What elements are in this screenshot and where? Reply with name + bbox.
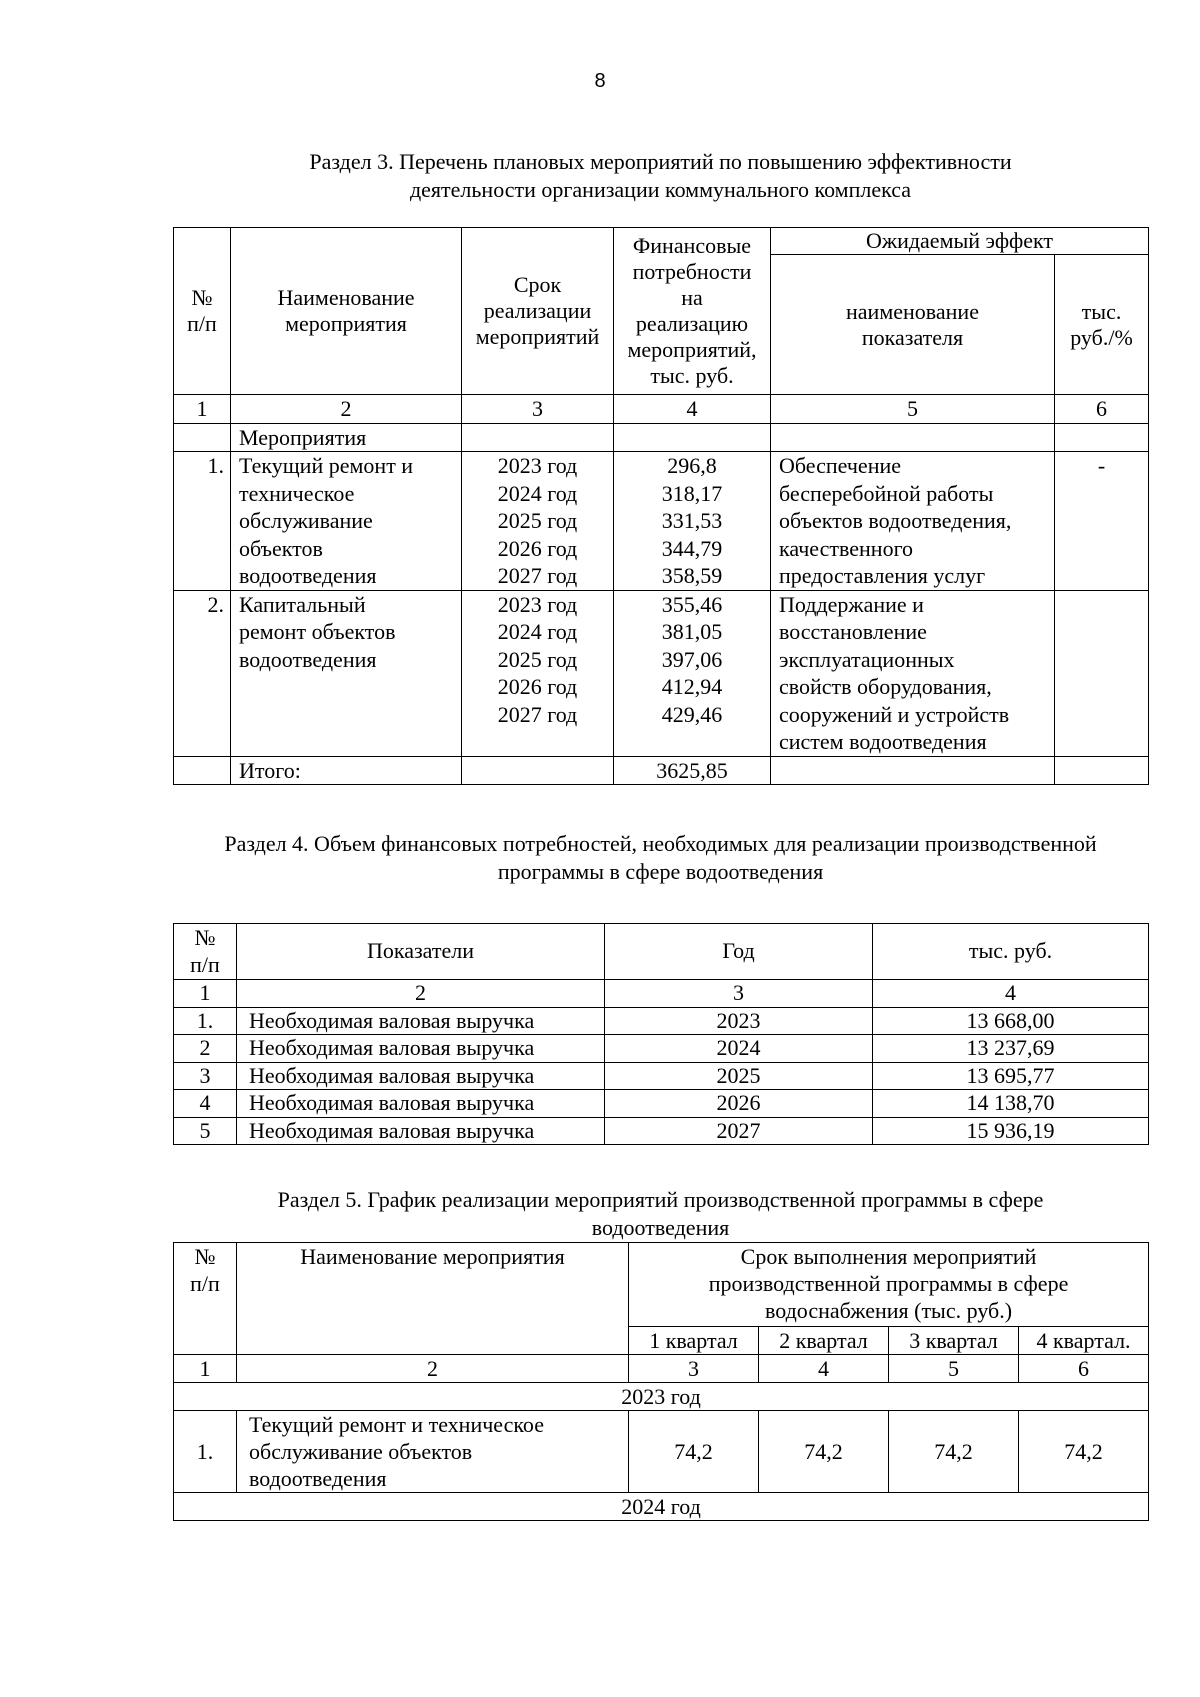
table-row: 1. Текущий ремонт и техническое обслуживание объектов водоотведения 74,2 74,2 74,2 74,2 bbox=[174, 1411, 1149, 1493]
activity-years: 2023 год 2024 год 2025 год 2026 год 2027 год bbox=[462, 590, 614, 756]
header-indicators: Показатели bbox=[237, 924, 605, 980]
table-row: 4 Необходимая валовая выручка 2026 14 138,70 bbox=[174, 1090, 1149, 1118]
header-finance: Финансовые потребности на реализацию мероприятий, тыс. руб. bbox=[614, 228, 771, 395]
header-quarter-3: 3 квартал bbox=[889, 1327, 1019, 1355]
header-num: № п/п bbox=[174, 228, 231, 395]
column-number-row: 1 2 3 4 bbox=[174, 980, 1149, 1008]
header-name: Наименование мероприятия bbox=[231, 228, 462, 395]
section4-title-line: программы в сфере водоотведения bbox=[497, 859, 824, 884]
table-row: 5 Необходимая валовая выручка 2027 15 936,19 bbox=[174, 1117, 1149, 1145]
table-row: 3 Необходимая валовая выручка 2025 13 695,77 bbox=[174, 1062, 1149, 1090]
total-row bbox=[174, 756, 1149, 785]
column-number-row: 1 2 3 4 5 6 bbox=[174, 395, 1149, 424]
section3-title-line: Раздел 3. Перечень плановых мероприятий по повышению эффективности bbox=[309, 149, 1012, 174]
activity-name: Текущий ремонт и техническое обслуживание объектов водоотведения bbox=[231, 452, 462, 591]
section3-table bbox=[173, 227, 1149, 785]
table-row: 1. Необходимая валовая выручка 2023 13 668,00 bbox=[174, 1007, 1149, 1035]
header-indicator: наименование показателя bbox=[771, 255, 1055, 395]
total-value: 3625,85 bbox=[614, 756, 771, 785]
header-num: № п/п bbox=[174, 924, 237, 980]
header-quarter-2: 2 квартал bbox=[759, 1327, 889, 1355]
activity-value bbox=[1055, 590, 1149, 756]
section3-title bbox=[173, 148, 1148, 204]
group-row bbox=[174, 423, 1149, 452]
column-number-row: 1 2 3 4 5 6 bbox=[174, 1355, 1149, 1383]
header-year: Год bbox=[605, 924, 873, 980]
year-row bbox=[174, 1383, 1149, 1411]
header-term: Срок реализации мероприятий bbox=[462, 228, 614, 395]
activity-value: - bbox=[1055, 452, 1149, 591]
table-row: 2 Необходимая валовая выручка 2024 13 237,69 bbox=[174, 1035, 1149, 1063]
section5-title bbox=[173, 1186, 1148, 1242]
activity-name: Текущий ремонт и техническое обслуживание объектов водоотведения bbox=[237, 1411, 629, 1493]
activity-amounts: 355,46 381,05 397,06 412,94 429,46 bbox=[614, 590, 771, 756]
activity-amounts: 296,8 318,17 331,53 344,79 358,59 bbox=[614, 452, 771, 591]
activity-effect: Обеспечение бесперебойной работы объектов водоотведения, качественного предоставления услуг bbox=[771, 452, 1055, 591]
header-effect: Ожидаемый эффект bbox=[771, 228, 1149, 255]
section4-title bbox=[163, 830, 1158, 886]
section5-table bbox=[173, 1242, 1149, 1521]
header-value: тыс. руб./% bbox=[1055, 255, 1149, 395]
year-label: 2023 год bbox=[174, 1383, 1149, 1411]
header-quarter-1: 1 квартал bbox=[629, 1327, 759, 1355]
group-label: Мероприятия bbox=[231, 423, 462, 452]
activity-years: 2023 год 2024 год 2025 год 2026 год 2027 год bbox=[462, 452, 614, 591]
activity-name: Капитальный ремонт объектов водоотведения bbox=[231, 590, 462, 756]
total-label: Итого: bbox=[231, 756, 462, 785]
header-term: Срок выполнения мероприятий производственной программы в сфере водоснабжения (тыс. руб.) bbox=[629, 1243, 1149, 1327]
section5-title-line: водоотведения bbox=[591, 1215, 730, 1240]
year-row bbox=[174, 1493, 1149, 1521]
header-quarter-4: 4 квартал. bbox=[1019, 1327, 1149, 1355]
table-row: 1. Текущий ремонт и техническое обслуживание объектов водоотведения 2023 год 2024 год 2025 год 2026 год 2027 год 296,8 318,17 331,53 344,79 358,59 Обеспечение бесперебойной работы объектов водоотведения, качественного предоставления услуг - bbox=[174, 452, 1149, 591]
section5-title-line: Раздел 5. График реализации мероприятий производственной программы в сфере bbox=[277, 1187, 1044, 1212]
section3-title-line: деятельности организации коммунального комплекса bbox=[409, 177, 912, 202]
section4-title-line: Раздел 4. Объем финансовых потребностей, необходимых для реализации производственной bbox=[224, 831, 1097, 856]
year-label: 2024 год bbox=[174, 1493, 1149, 1521]
table-row: 2. Капитальный ремонт объектов водоотведения 2023 год 2024 год 2025 год 2026 год 2027 год 355,46 381,05 397,06 412,94 429,46 Поддержание и восстановление эксплуатационных свойств оборудования, сооружений и устройств систем водоотведения bbox=[174, 590, 1149, 756]
activity-effect: Поддержание и восстановление эксплуатационных свойств оборудования, сооружений и устройств систем водоотведения bbox=[771, 590, 1055, 756]
header-name: Наименование мероприятия bbox=[237, 1243, 629, 1355]
header-amount: тыс. руб. bbox=[873, 924, 1149, 980]
section4-table bbox=[173, 923, 1149, 1145]
header-num: № п/п bbox=[174, 1243, 237, 1355]
page-number: 8 bbox=[594, 70, 606, 92]
